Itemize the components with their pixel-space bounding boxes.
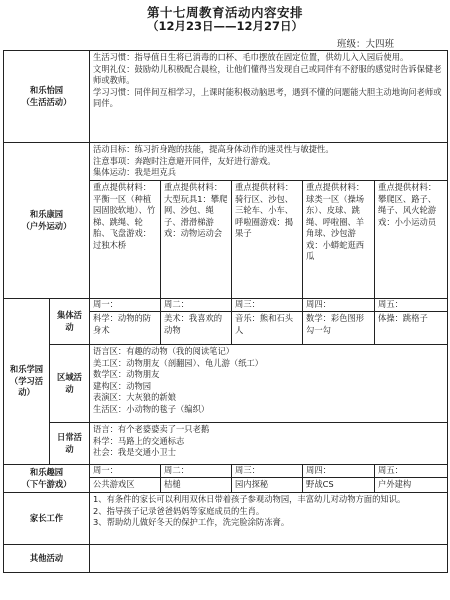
area-line: 美工区：动物朋友（剖翻园）、龟儿游（纸工） [93,357,264,368]
parents-content [90,493,448,545]
outdoor-line: 注意事项：奔跑时注意避开同伴，友好进行游戏。 [93,155,276,166]
life-section-sublabel: （生活活动） [21,96,72,107]
life-section-cell [4,51,90,143]
play-day-head: 周一： [90,465,160,478]
area-line: 生活区：小动物的毯子（编织） [93,403,210,414]
play-day-body: 公共游戏区 [93,479,135,489]
play-day-body: 户外建构 [378,479,412,489]
outdoor-day-head: 重点提供材料 [306,182,356,192]
life-row [4,51,448,143]
play-day-mon [90,465,161,493]
life-line: 文明礼仪：鼓励幼儿积极配合晨检，让他们懂得当发现自己或同伴有不舒服的感觉时告诉保健老师或教师。 [93,63,442,85]
play-day-tue [161,465,232,493]
group-day-mon [90,299,161,345]
life-content [90,51,448,143]
daily-line: 语言：有个老婆婆卖了一只老鹅 [93,424,210,434]
outdoor-day-body: 料：攀爬区、路子、绳子、风火轮游戏：小小运动员 [378,182,437,227]
outdoor-day-head: 重点提供材 [164,182,206,192]
play-section-cell [4,465,90,493]
outdoor-day-head: 重点提供材料：平衡 [93,182,152,204]
play-section-sublabel: （下午游戏） [21,478,72,489]
play-section-label: 和乐趣园 [29,467,64,477]
outdoor-day-mon [90,181,161,299]
learning-section-sublabel: （学习活动） [9,375,44,398]
outdoor-line: 集体运动：我是坦克兵 [93,167,176,177]
life-section-label: 和乐怡园 [29,85,64,95]
group-day-body: 体操：跳格子 [378,313,428,323]
play-day-wed [232,465,303,493]
outdoor-section-sublabel: （户外运动） [21,220,72,231]
group-day-head: 周四： [303,299,374,312]
group-day-body: 数学：彩色图形勾一勾 [306,313,365,335]
outdoor-day-head: 重点提供材 [378,182,420,192]
outdoor-section-label: 和乐康园 [29,209,64,219]
outdoor-day-wed [232,181,303,299]
outdoor-line: 活动目标：练习折身跑的技能，提高身体动作的速灵性与敏捷性。 [93,144,334,154]
outdoor-info [90,143,448,181]
play-day-head: 周三： [232,465,302,478]
parents-row [4,493,448,545]
group-day-wed [232,299,303,345]
outdoor-section-cell [4,143,90,299]
group-day-head: 周二： [161,299,231,312]
play-day-body: 野战CS [306,479,334,489]
area-line: 数学区：动物朋友 [93,369,160,379]
daily-activity-row [4,423,448,465]
learning-section-label: 和乐学园 [9,364,44,375]
daily-line: 社会：我是交通小卫士 [93,447,176,457]
area-activity-label: 区域活动 [50,345,90,423]
other-content [90,545,448,573]
outdoor-day-thu [303,181,375,299]
parents-section-label: 家长工作 [4,493,90,545]
daily-activity-label: 日常活动 [50,423,90,465]
daily-line: 科学：马路上的交通标志 [93,435,185,446]
group-activity-row [4,299,448,345]
outdoor-day-fri [375,181,448,299]
play-day-head: 周二： [161,465,231,478]
schedule-table [3,50,448,573]
other-row [4,545,448,573]
parents-line: 2、指导孩子记录爸爸妈妈等家庭成员的生肖。 [93,505,265,516]
group-day-thu [303,299,375,345]
play-day-head: 周四： [303,465,374,478]
area-activity-row [4,345,448,423]
group-day-body: 科学：动物的防身术 [93,313,152,335]
parents-line: 1、有条件的家长可以利用双休日带着孩子参观动物园，丰富幼儿对动物方面的知识。 [93,494,406,504]
area-activity-content [90,345,448,423]
group-activity-label: 集体活动 [50,299,90,345]
outdoor-day-head: 重点提供材料 [235,182,285,192]
area-line: 语言区：有趣的动物（我的阅读笔记） [93,346,235,356]
life-line: 生活习惯：指导值日生将已消毒的口杯、毛巾摆放在固定位置，供幼儿入入园后使用。 [93,52,409,62]
play-day-head: 周五： [375,465,447,478]
area-line: 建构区：动物园 [93,380,152,391]
outdoor-day-body: 一区（种植园固胶软地）、竹梯、跳绳、轮胎、飞盘游戏：过独木桥 [93,193,156,250]
life-line: 学习习惯：同伴间互相学习，上课时能积极动脑思考，遇到不懂的问题能大胆主动地询问老师或同伴。 [93,86,442,108]
play-row [4,465,448,493]
class-label: 班级：大四班 [336,39,394,50]
play-day-thu [303,465,375,493]
group-day-fri [375,299,448,345]
parents-line: 3、帮助幼儿做好冬天的保护工作，洗完脸涂防冻膏。 [93,517,290,527]
play-day-fri [375,465,448,493]
group-day-tue [161,299,232,345]
outdoor-day-body: ：球类一区（操场东）、皮球、跳绳、呼啦圈、羊角球、沙包游戏：小蟒蛇逛西瓜 [306,182,365,261]
page-title: 第十七周教育活动内容安排 [146,5,303,20]
group-day-head: 周一： [90,299,160,312]
group-day-body: 音乐：熊和石头人 [235,313,294,335]
outdoor-day-body: 料：大型玩具1：攀爬网、沙包、绳子、滑滑梯游戏：动物运动会 [164,182,228,238]
group-day-head: 周三： [232,299,302,312]
date-range: （12月23日——12月27日） [146,19,303,33]
group-day-head: 周五： [375,299,447,312]
play-day-body: 桔槌 [164,479,181,489]
outdoor-info-row [4,143,448,181]
outdoor-day-tue [161,181,232,299]
area-line: 表演区：大灰狼的新娘 [93,392,176,402]
group-day-body: 美术：我喜欢的动物 [164,313,223,335]
play-day-body: 园内探秘 [235,479,269,489]
other-section-label: 其他活动 [4,545,90,573]
outdoor-day-body: ：骑行区、沙包、三轮车、小车、呼啦圈游戏：揭果子 [235,182,294,238]
learning-section-cell [4,299,50,465]
daily-activity-content [90,423,448,465]
